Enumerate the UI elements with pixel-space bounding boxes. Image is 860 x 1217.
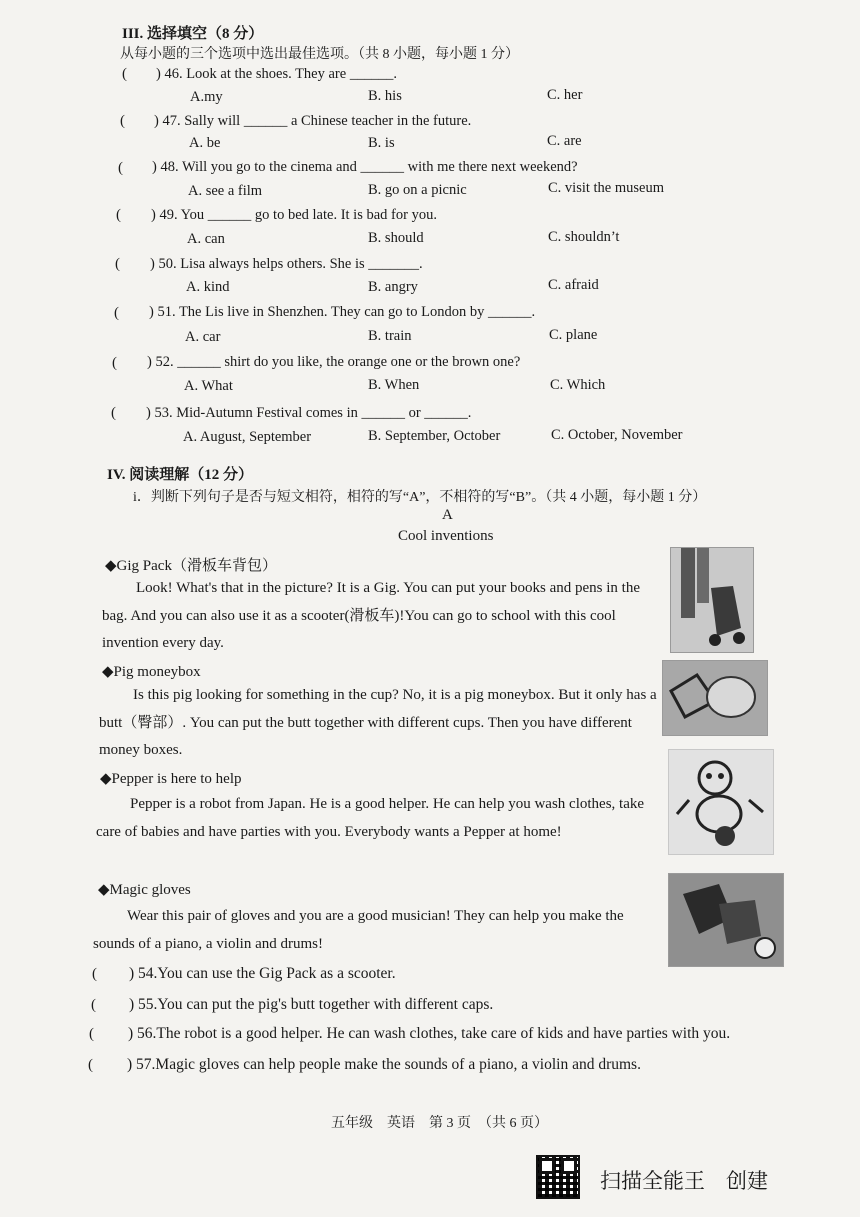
option-b: B. go on a picnic xyxy=(368,182,467,198)
option-b: B. When xyxy=(368,377,420,393)
option-a: A. see a film xyxy=(188,183,263,199)
option-c: C. are xyxy=(547,133,582,149)
question-stem: ) 48. Will you go to the cinema and ______ with me there next weekend? xyxy=(152,159,578,175)
question-stem: ) 46. Look at the shoes. They are ______. xyxy=(156,66,397,82)
option-b: B. should xyxy=(368,230,424,246)
answer-paren: ( xyxy=(116,207,121,223)
page-footer: 五年级 英语 第 3 页 （共 6 页） xyxy=(331,1116,548,1131)
option-a: A. can xyxy=(187,231,225,247)
item-heading: ◆Pig moneybox xyxy=(102,664,201,680)
item-heading: ◆Magic gloves xyxy=(98,882,191,898)
option-c: C. plane xyxy=(549,327,598,343)
option-c: C. afraid xyxy=(548,277,599,293)
answer-paren: ( xyxy=(88,1057,93,1073)
item-heading: ◆Pepper is here to help xyxy=(100,771,242,787)
question-stem: ) 52. ______ shirt do you like, the orange one or the brown one? xyxy=(147,354,521,370)
question-stem: ) 53. Mid-Autumn Festival comes in ______ or ______. xyxy=(146,405,472,421)
option-a: A. kind xyxy=(186,279,230,295)
passage-title: Cool inventions xyxy=(398,528,494,544)
tf-statement: ) 55.You can put the pig's butt together with different caps. xyxy=(129,996,494,1013)
answer-paren: ( xyxy=(91,997,96,1013)
option-b: B. angry xyxy=(368,279,418,295)
option-c: C. October, November xyxy=(551,427,683,443)
pepper-robot-image xyxy=(668,749,774,855)
answer-paren: ( xyxy=(111,405,116,421)
option-c: C. Which xyxy=(550,377,606,393)
section-4-title: IV. 阅读理解（12 分） xyxy=(107,467,253,483)
option-a: A. be xyxy=(189,135,221,151)
item-heading: ◆Gig Pack（滑板车背包） xyxy=(105,558,277,574)
magic-gloves-image xyxy=(668,873,784,967)
item-paragraph: Is this pig looking for something in the cup? No, it is a pig moneybox. But it only has a butt（臀部）. You can put the butt together with different cups. Then you have different money boxes. xyxy=(99,687,657,758)
gig-pack-image xyxy=(670,547,754,653)
tf-statement: ) 54.You can use the Gig Pack as a scooter. xyxy=(129,965,396,982)
passage-label: A xyxy=(442,507,453,523)
section-4-instruction: i．判断下列句子是否与短文相符，相符的写“A”，不相符的写“B”。（共 4 小题，每小题 1 分） xyxy=(133,490,707,505)
option-c: C. visit the museum xyxy=(548,180,664,196)
question-stem: ) 49. You ______ go to bed late. It is bad for you. xyxy=(151,207,437,223)
question-stem: ) 47. Sally will ______ a Chinese teacher in the future. xyxy=(154,113,472,129)
item-paragraph: Look! What's that in the picture? It is a Gig. You can put your books and pens in the bag. And you can also use it as a scooter(滑板车)!You can go to school with this cool invention every day. xyxy=(102,580,641,651)
item-paragraph: Pepper is a robot from Japan. He is a good helper. He can help you wash clothes, take care of babies and have parties with you. Everybody wants a Pepper at home! xyxy=(96,796,645,840)
option-c: C. her xyxy=(547,87,583,103)
tf-statement: ) 56.The robot is a good helper. He can wash clothes, take care of kids and have parties with you. xyxy=(128,1025,731,1042)
section-3-title: III. 选择填空（8 分） xyxy=(122,26,264,42)
question-stem: ) 50. Lisa always helps others. She is _______. xyxy=(150,256,423,272)
qr-code-icon xyxy=(536,1155,580,1199)
answer-paren: ( xyxy=(122,66,127,82)
pig-moneybox-image xyxy=(662,660,768,736)
tf-statement: ) 57.Magic gloves can help people make the sounds of a piano, a violin and drums. xyxy=(127,1056,641,1073)
option-c: C. shouldn’t xyxy=(548,229,620,245)
option-a: A.my xyxy=(190,89,223,105)
option-b: B. his xyxy=(368,88,402,104)
option-b: B. is xyxy=(368,135,395,151)
section-3-instruction: 从每小题的三个选项中选出最佳选项。（共 8 小题，每小题 1 分） xyxy=(120,47,519,62)
question-stem: ) 51. The Lis live in Shenzhen. They can go to London by ______. xyxy=(149,304,536,320)
answer-paren: ( xyxy=(120,113,125,129)
answer-paren: ( xyxy=(118,160,123,176)
answer-paren: ( xyxy=(115,256,120,272)
option-a: A. August, September xyxy=(183,429,312,445)
scanner-watermark: 扫描全能王 创建 xyxy=(600,1169,768,1193)
answer-paren: ( xyxy=(114,305,119,321)
answer-paren: ( xyxy=(92,966,97,982)
item-paragraph: Wear this pair of gloves and you are a good musician! They can help you make the sounds of a piano, a violin and drums! xyxy=(93,908,624,952)
option-a: A. What xyxy=(184,378,233,394)
option-b: B. train xyxy=(368,328,412,344)
answer-paren: ( xyxy=(89,1026,94,1042)
option-b: B. September, October xyxy=(368,428,501,444)
answer-paren: ( xyxy=(112,355,117,371)
option-a: A. car xyxy=(185,329,221,345)
